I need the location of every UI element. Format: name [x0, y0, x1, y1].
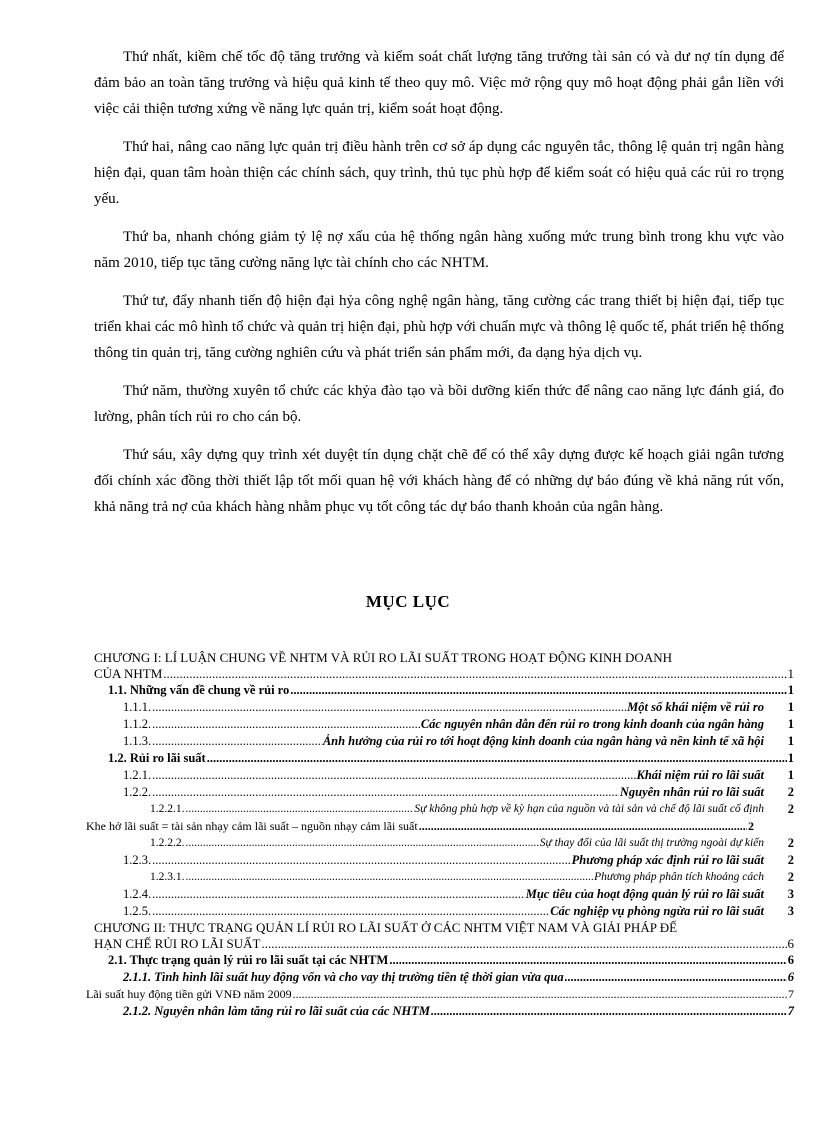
- toc-page-number: 7: [787, 1004, 794, 1018]
- toc-section-1-2-3[interactable]: [94, 852, 794, 869]
- toc-leader: [419, 818, 747, 835]
- toc-entry-number: 1.2.2.: [123, 785, 152, 799]
- toc-page-number: 1: [787, 717, 794, 731]
- toc-page-number: 1: [787, 751, 794, 765]
- toc-leader: [152, 716, 420, 733]
- toc-section-1-1[interactable]: [94, 682, 794, 699]
- toc-page-number: 6: [787, 953, 794, 967]
- paragraph-6: Thứ sáu, xây dựng quy trình xét duyệt tín dụng chặt chẽ để có thể xây dựng được kế hoạch giải ngân tương đối chính xác đồng thời thiết lập tốt mối quan hệ với khách hàng để có những dự báo đúng về khả năng rút vốn, khả năng trả nợ của khách hàng nhằm phục vụ tốt công tác dự báo thanh khoản của ngân hàng.: [94, 447, 784, 515]
- toc-leader: [565, 969, 787, 986]
- toc-page-number: 6: [787, 970, 794, 984]
- toc-chapter-1[interactable]: [94, 650, 794, 682]
- toc-entry-number: 1.2.3.1.: [150, 871, 185, 883]
- toc-entry-number: 1.2.5.: [123, 904, 152, 918]
- toc-section-1-2[interactable]: [94, 750, 794, 767]
- toc-page-number: 2: [787, 802, 794, 816]
- toc-entry-label: Các nguyên nhân dẫn đến rủi ro trong kinh doanh của ngân hàng: [420, 717, 764, 731]
- toc-section-1-1-3[interactable]: [94, 733, 794, 750]
- toc-chapter-2[interactable]: [94, 920, 794, 952]
- toc-leader: [152, 852, 570, 869]
- toc-leader: [152, 767, 635, 784]
- toc-section-1-2-5[interactable]: [94, 903, 794, 920]
- paragraph-3: Thứ ba, nhanh chóng giảm tỷ lệ nợ xấu của hệ thống ngân hàng xuống mức trung bình trong khu vực vào năm 2010, tiếp tục tăng cường năng lực tài chính cho các NHTM.: [94, 229, 784, 271]
- toc-page-number: 3: [787, 904, 794, 918]
- toc-entry-label: 2.1.2. Nguyên nhân làm tăng rủi ro lãi suất của các NHTM: [123, 1004, 430, 1018]
- toc-entry-number: 1.2.2.1.: [150, 803, 185, 815]
- toc-section-2-1-1[interactable]: [94, 969, 794, 986]
- toc-entry-label: Phương pháp phân tích khoảng cách: [594, 871, 764, 883]
- toc-page-number: 6: [787, 936, 794, 951]
- toc-section-1-2-2-2[interactable]: [94, 835, 794, 852]
- toc-page-number: 3: [787, 887, 794, 901]
- toc-leader: [261, 935, 786, 952]
- toc-leader: [152, 733, 322, 750]
- toc-chapter-1-line2: CỦA NHTM: [94, 666, 163, 681]
- toc-entry-label: Nguyên nhân rủi ro lãi suất: [619, 785, 764, 799]
- toc-section-2-1[interactable]: [94, 952, 794, 969]
- toc-section-1-1-2[interactable]: [94, 716, 794, 733]
- toc-chapter-2-line1: CHƯƠNG II: THỰC TRẠNG QUẢN LÍ RỦI RO LÃI SUẤT Ở CÁC NHTM VIỆT NAM VÀ GIẢI PHÁP ĐỂ: [94, 920, 678, 935]
- paragraph-4: Thứ tư, đẩy nhanh tiến độ hiện đại hỷa công nghệ ngân hàng, tăng cường các trang thiết bị hiện đại, tiếp tục triển khai các mô hình tổ chức và quản trị hiện đại, phù hợp với chuẩn mực và thông lệ quốc tế, phát triển hệ thống thông tin quản trị, tăng cường nghiên cứu và phát triển sản phẩm mới, đa dạng hỷa dịch vụ.: [94, 293, 784, 361]
- toc-entry-number: 1.1.1.: [123, 700, 152, 714]
- toc-title: MỤC LỤC: [365, 592, 451, 611]
- toc-chapter-1-line1: CHƯƠNG I: LÍ LUẬN CHUNG VỀ NHTM VÀ RỦI RO LÃI SUẤT TRONG HOẠT ĐỘNG KINH DOANH: [94, 650, 672, 665]
- table-of-contents: [86, 650, 794, 1020]
- toc-page-number: 2: [787, 853, 794, 867]
- toc-chapter-2-line2: HẠN CHẾ RỦI RO LÃI SUẤT: [94, 936, 261, 951]
- toc-leader: [293, 986, 787, 1003]
- toc-page-number: 7: [788, 987, 794, 1001]
- toc-leader: [152, 784, 619, 801]
- toc-entry-label: 1.2. Rủi ro lãi suất: [108, 751, 206, 765]
- paragraph-5: Thứ năm, thường xuyên tổ chức các khỷa đào tạo và bồi dưỡng kiến thức để nâng cao năng lực đánh giá, đo lường, phân tích rủi ro cho cán bộ.: [94, 383, 784, 425]
- toc-page-number: 1: [787, 683, 794, 697]
- toc-entry-number: 1.2.3.: [123, 853, 152, 867]
- paragraph-2: Thứ hai, nâng cao năng lực quản trị điều hành trên cơ sở áp dụng các nguyên tắc, thông lệ quản trị ngân hàng hiện đại, quan tâm hoàn thiện các chính sách, quy trình, thủ tục phù hợp để kiểm soát có hiệu quả các rủi ro trọng yếu.: [94, 139, 784, 207]
- toc-leader: [186, 835, 539, 852]
- toc-entry-number: 1.2.1.: [123, 768, 152, 782]
- toc-entry-label: Khái niệm rủi ro lãi suất: [636, 768, 764, 782]
- toc-leader: [207, 750, 787, 767]
- toc-entry-label: 2.1. Thực trạng quản lý rủi ro lãi suất tại các NHTM: [108, 953, 389, 967]
- toc-entry-label: Phương pháp xác định rủi ro lãi suất: [571, 853, 764, 867]
- toc-page-number: 2: [787, 836, 794, 850]
- toc-leader: [152, 903, 549, 920]
- toc-leader: [163, 665, 786, 682]
- toc-entry-label: Sự không phù hợp về kỳ hạn của nguồn và tài sản và chế độ lãi suất cố định: [414, 803, 764, 815]
- toc-entry-label: 1.1. Những vấn đề chung về rủi ro: [108, 683, 290, 697]
- toc-entry-label: Ảnh hưởng của rủi ro tới hoạt động kinh doanh của ngân hàng và nền kinh tế xã hội: [322, 734, 764, 748]
- toc-entry-label: Một số khái niệm về rủi ro: [627, 700, 764, 714]
- toc-section-1-2-4[interactable]: [94, 886, 794, 903]
- toc-leader: [186, 869, 594, 886]
- toc-section-2-1-2[interactable]: [94, 1003, 794, 1020]
- toc-page-number: 1: [787, 768, 794, 782]
- toc-section-1-2-2[interactable]: [94, 784, 794, 801]
- toc-page-number: 1: [787, 700, 794, 714]
- toc-section-1-2-1[interactable]: [94, 767, 794, 784]
- toc-entry-label: Mục tiêu của hoạt động quản lý rủi ro lãi suất: [525, 887, 764, 901]
- toc-leader: [186, 801, 414, 818]
- toc-page-number: 2: [787, 870, 794, 884]
- toc-section-1-2-2-1[interactable]: [94, 801, 794, 818]
- toc-leader: [431, 1003, 787, 1020]
- paragraph-1: Thứ nhất, kiềm chế tốc độ tăng trưởng và kiểm soát chất lượng tăng trưởng tài sản có và dư nợ tín dụng để đảm bảo an toàn tăng trưởng và hiệu quả kinh tế theo quy mô. Việc mở rộng quy mô hoạt động phải gắn liền với việc cải thiện tương xứng về năng lực quản trị, kiểm soát hoạt động.: [94, 49, 784, 117]
- toc-section-1-1-1[interactable]: [94, 699, 794, 716]
- toc-entry-khe-ho[interactable]: [86, 818, 794, 835]
- toc-leader: [290, 682, 786, 699]
- toc-page-number: 1: [787, 734, 794, 748]
- toc-entry-lai-suat-huy-dong[interactable]: [86, 986, 794, 1003]
- toc-leader: [152, 886, 525, 903]
- toc-entry-label: Sự thay đổi của lãi suất thị trường ngoài dự kiến: [539, 837, 764, 849]
- toc-entry-label: Khe hở lãi suất = tài sản nhạy cảm lãi suất – nguồn nhạy cảm lãi suất: [86, 819, 418, 833]
- toc-entry-number: 1.2.4.: [123, 887, 152, 901]
- toc-leader: [152, 699, 626, 716]
- toc-section-1-2-3-1[interactable]: [94, 869, 794, 886]
- toc-entry-label: Lãi suất huy động tiền gửi VNĐ năm 2009: [86, 987, 292, 1001]
- toc-entry-number: 1.1.3.: [123, 734, 152, 748]
- toc-page-number: 1: [787, 666, 794, 681]
- toc-page-number: 2: [787, 785, 794, 799]
- body-paragraphs: [94, 44, 784, 532]
- toc-entry-number: 1.1.2.: [123, 717, 152, 731]
- toc-page-number: 2: [748, 819, 754, 833]
- toc-leader: [389, 952, 786, 969]
- toc-entry-label: Các nghiệp vụ phòng ngừa rủi ro lãi suất: [550, 904, 764, 918]
- toc-entry-number: 1.2.2.2.: [150, 837, 185, 849]
- toc-entry-label: 2.1.1. Tình hình lãi suất huy động vốn và cho vay thị trường tiền tệ thời gian vừa qua: [123, 970, 564, 984]
